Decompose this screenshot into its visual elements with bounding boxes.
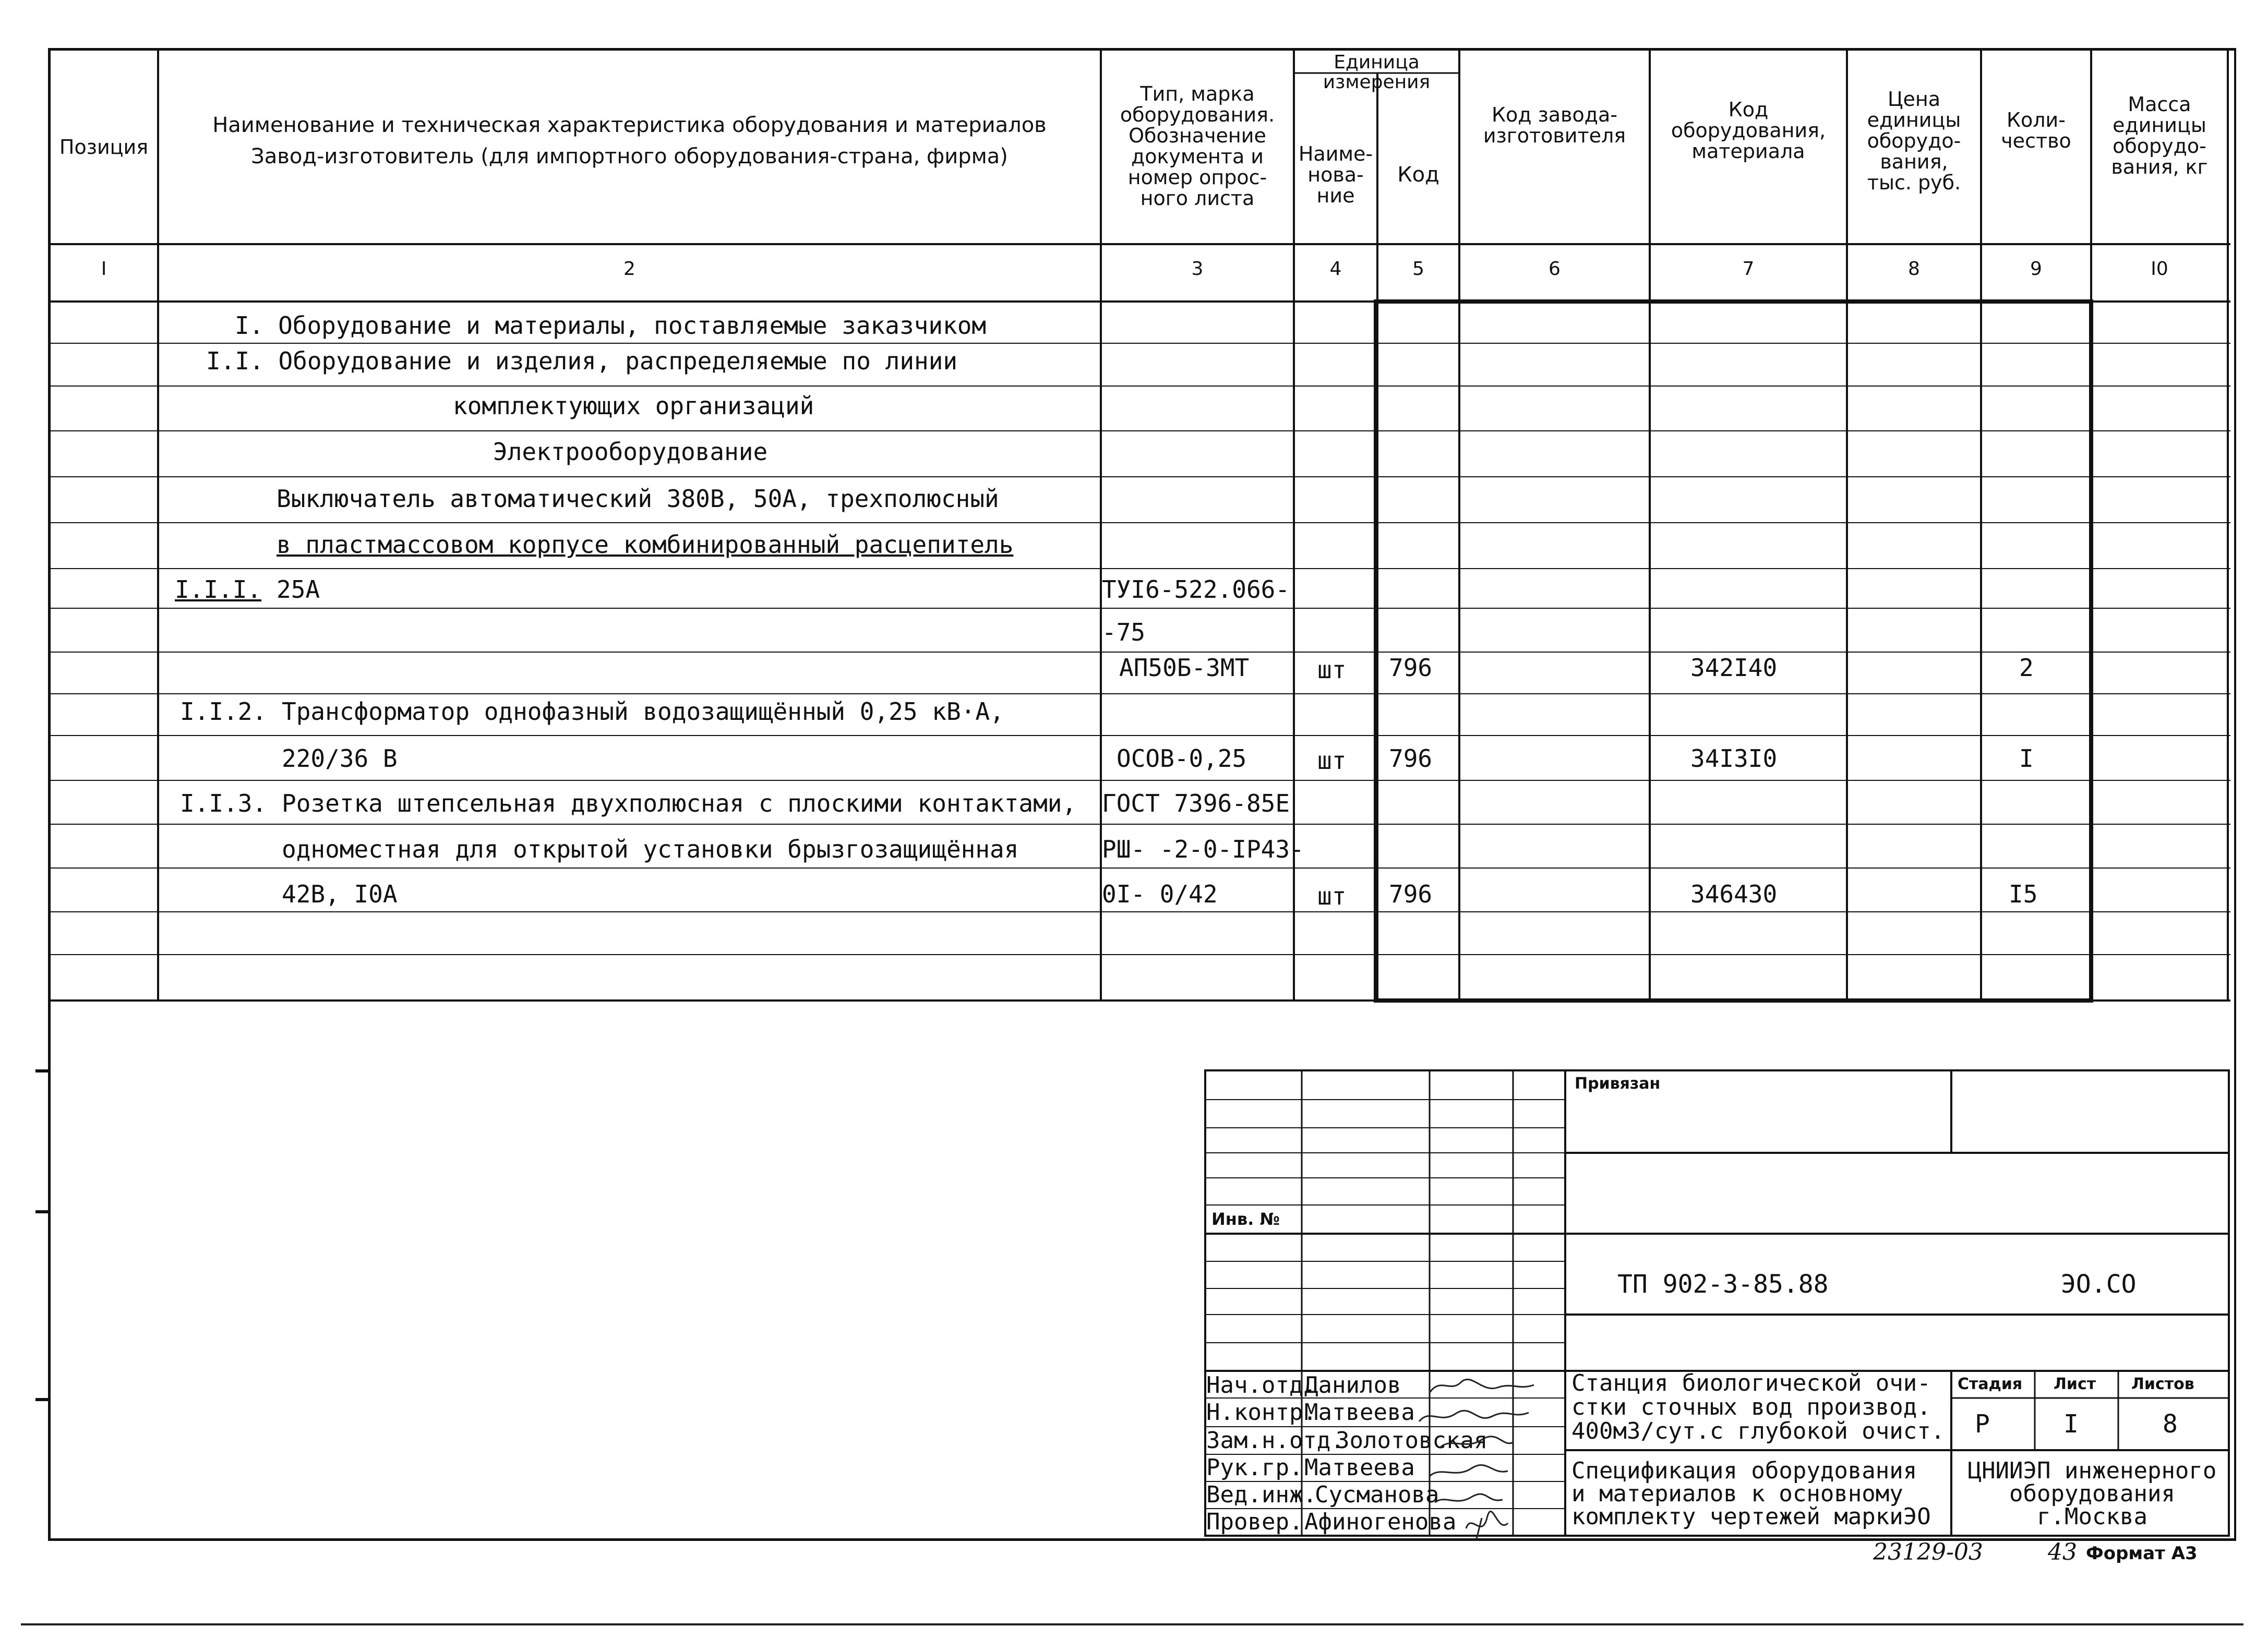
- col-number: I: [101, 258, 107, 280]
- signer-name: Золотовская: [1336, 1427, 1488, 1454]
- header-unit-price: Цена единицы оборудо- вания, тыс. руб.: [1867, 88, 1961, 194]
- org-city: г.Москва: [2037, 1503, 2147, 1530]
- signer-name: Данилов: [1304, 1372, 1401, 1399]
- row-type: ОСОВ-0,25: [1117, 744, 1247, 773]
- row-type: ГОСТ 7396-85Е: [1102, 789, 1290, 817]
- header-position: Позиция: [59, 135, 149, 159]
- signer-role: Вед.инж.: [1206, 1481, 1317, 1508]
- header-unit-name: Наиме- нова- ние: [1298, 142, 1373, 207]
- signer-name: Афиногенова: [1304, 1509, 1457, 1535]
- org-name: ЦНИИЭП инженерного: [1967, 1457, 2217, 1484]
- row-equipment-code: 346430: [1690, 880, 1778, 908]
- row-unit-code: 796: [1389, 654, 1433, 682]
- org-name: оборудования: [2009, 1480, 2175, 1507]
- col-number: 2: [623, 258, 635, 280]
- col-number: I0: [2151, 258, 2168, 280]
- archive-number: 23129-03: [1873, 1539, 1983, 1565]
- signer-role: Провер.: [1206, 1509, 1303, 1535]
- sheet-label: Лист: [2054, 1375, 2096, 1393]
- signer-role: Нач.отд.: [1206, 1372, 1317, 1399]
- header-mass: Масса единицы оборудо- вания, кг: [2111, 93, 2208, 178]
- row-name: в пластмассовом корпусе комбинированный расцепитель: [277, 531, 1014, 559]
- row-position: I.I.I.: [175, 575, 262, 604]
- header-quantity: Коли- чество: [2001, 109, 2071, 152]
- row-quantity: 2: [2019, 654, 2034, 682]
- row-unit: шт: [1317, 746, 1347, 775]
- signer-name: Матвеева: [1304, 1399, 1415, 1426]
- object-title: стки сточных вод производ.: [1571, 1394, 1931, 1420]
- row-name: 220/36 В: [282, 744, 398, 773]
- sheet-value: I: [2063, 1409, 2079, 1439]
- row-unit: шт: [1317, 882, 1347, 910]
- row-name: Розетка штепсельная двухполюсная с плоскими контактами,: [282, 789, 1077, 817]
- sheet-title: комплекту чертежей маркиЭО: [1571, 1503, 1931, 1530]
- signer-name: Сусманова: [1315, 1481, 1439, 1508]
- row-position: I.I.3.: [180, 789, 267, 817]
- sheets-value: 8: [2163, 1409, 2178, 1439]
- sheet-title: Спецификация оборудования: [1571, 1457, 1917, 1484]
- row-name: I.I. Оборудование и изделия, распределяемые по линии: [206, 347, 958, 375]
- row-name: 25А: [277, 575, 320, 604]
- row-name: Выключатель автоматический 380В, 50А, трехполюсный: [277, 485, 999, 513]
- row-name: I. Оборудование и материалы, поставляемые заказчиком: [235, 311, 987, 340]
- row-equipment-code: 34I3I0: [1690, 744, 1778, 773]
- privyazan-label: Привязан: [1575, 1075, 1661, 1093]
- header-name-line1: Наименование и техническая характеристика оборудования и материалов: [212, 113, 1047, 137]
- row-quantity: I: [2019, 744, 2034, 773]
- row-name: Трансформатор однофазный водозащищённый 0,25 кВ·А,: [282, 697, 1004, 726]
- col-number: 9: [2030, 258, 2042, 280]
- signer-role: Зам.н.отд.: [1206, 1427, 1345, 1454]
- row-unit-code: 796: [1389, 880, 1433, 908]
- sheet-title: и материалов к основному: [1571, 1480, 1903, 1507]
- col-number: 5: [1412, 258, 1424, 280]
- header-name-line2: Завод-изготовитель (для импортного оборудования-страна, фирма): [251, 144, 1008, 168]
- header-equipment-code: Код оборудования, материала: [1671, 98, 1826, 163]
- row-name: комплектующих организаций: [453, 392, 814, 420]
- header-factory-code: Код завода- изготовителя: [1483, 103, 1626, 147]
- col-number: 7: [1742, 258, 1755, 280]
- header-unit-code: Код: [1397, 163, 1439, 187]
- row-equipment-code: 342I40: [1690, 654, 1778, 682]
- stage-label: Стадия: [1958, 1375, 2023, 1393]
- doc-mark: ЭО.СО: [2061, 1270, 2137, 1299]
- row-quantity: I5: [2009, 880, 2038, 908]
- row-name: Электрооборудование: [493, 438, 768, 466]
- col-number: 6: [1549, 258, 1561, 280]
- row-type: АП50Б-3МТ: [1119, 654, 1250, 682]
- signer-name: Матвеева: [1304, 1454, 1415, 1481]
- row-type: 0I- 0/42: [1102, 880, 1218, 908]
- row-name: одноместная для открытой установки брызгозащищённая: [282, 835, 1019, 863]
- object-title: Станция биологической очи-: [1571, 1370, 1931, 1396]
- row-name: 42В, I0А: [282, 880, 398, 908]
- doc-code: ТП 902-3-85.88: [1617, 1270, 1829, 1299]
- signature-scribbles: [1409, 1372, 1576, 1544]
- row-unit: шт: [1317, 656, 1347, 684]
- page-number: 43: [2048, 1539, 2077, 1565]
- col-number: 4: [1329, 258, 1342, 280]
- header-type: Тип, марка оборудования. Обозначение документа и номер опрос- ного листа: [1120, 82, 1275, 210]
- header-unit: Единица измерения: [1323, 52, 1431, 93]
- object-title: 400м3/сут.с глубокой очист.: [1571, 1418, 1945, 1444]
- inv-no-label: Инв. №: [1211, 1209, 1280, 1229]
- row-type: РШ- -2-0-IР43-: [1102, 835, 1304, 863]
- col-number: 3: [1191, 258, 1204, 280]
- signer-role: Н.контр.: [1206, 1399, 1317, 1426]
- stage-value: Р: [1975, 1409, 1990, 1439]
- format-label: Формат А3: [2086, 1543, 2198, 1564]
- row-position: I.I.2.: [180, 697, 267, 726]
- sheets-label: Листов: [2131, 1375, 2194, 1393]
- signer-role: Рук.гр.: [1206, 1454, 1303, 1481]
- row-unit-code: 796: [1389, 744, 1433, 773]
- row-type: ТУI6-522.066-: [1102, 575, 1290, 604]
- col-number: 8: [1908, 258, 1920, 280]
- row-type: -75: [1102, 618, 1146, 646]
